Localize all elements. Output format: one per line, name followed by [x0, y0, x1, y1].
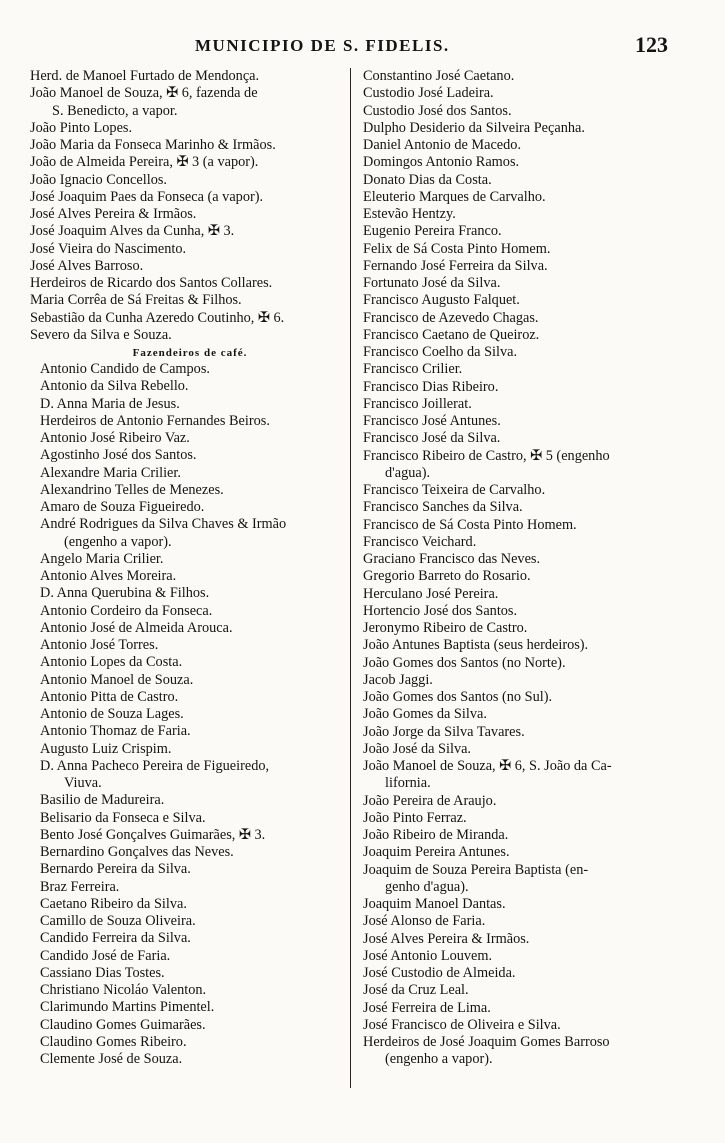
list-entry: Francisco Coelho da Silva. — [363, 344, 518, 360]
list-entry: Joaquim de Souza Pereira Baptista (en- — [363, 861, 589, 878]
list-entry: D. Anna Maria de Jesus. — [40, 395, 180, 412]
list-entry: Francisco de Sá Costa Pinto Homem. — [363, 516, 577, 533]
list-entry: Francisco José Antunes. — [363, 413, 501, 429]
list-entry: Belisario da Fonseca e Silva. — [40, 809, 206, 826]
list-entry: Francisco de Azevedo Chagas. — [363, 309, 539, 326]
list-entry: Eleuterio Marques de Carvalho. — [363, 188, 546, 205]
list-entry: José Alves Pereira & Irmãos. — [30, 206, 197, 222]
list-entry: João Manoel de Souza, ✠ 6, fazenda de — [30, 85, 258, 102]
list-entry: José Antonio Louvem. — [363, 947, 493, 964]
list-entry: Sebastião da Cunha Azeredo Coutinho, ✠ 6. — [30, 309, 285, 326]
list-entry: Candido José de Faria. — [40, 947, 171, 964]
list-entry: Gregorio Barreto do Rosario. — [363, 568, 531, 585]
list-entry: Maria Corrêa de Sá Freitas & Filhos. — [30, 292, 242, 309]
list-entry: João de Almeida Pereira, ✠ 3 (a vapor). — [30, 154, 259, 171]
list-entry: Antonio Candido de Campos. — [40, 361, 210, 377]
list-entry: Caetano Ribeiro da Silva. — [40, 895, 187, 912]
list-entry: lifornia. — [385, 775, 431, 792]
list-entry: José da Cruz Leal. — [363, 982, 469, 999]
list-entry: Claudino Gomes Guimarães. — [40, 1016, 206, 1033]
list-entry: Braz Ferreira. — [40, 878, 120, 895]
list-entry: Francisco Augusto Falquet. — [363, 292, 520, 309]
list-entry: D. Anna Querubina & Filhos. — [40, 585, 210, 602]
list-entry: D. Anna Pacheco Pereira de Figueiredo, — [40, 757, 270, 774]
list-entry: João Manoel de Souza, ✠ 6, S. João da Ca- — [363, 758, 612, 774]
list-entry: Joaquim Pereira Antunes. — [363, 844, 510, 861]
list-entry: Antonio José de Almeida Arouca. — [40, 619, 233, 636]
list-entry: Jeronymo Ribeiro de Castro. — [363, 620, 528, 636]
section-subheading: Fazendeiros de café. — [132, 347, 248, 359]
list-entry: Francisco Caetano de Queiroz. — [363, 326, 540, 343]
list-entry: Antonio de Souza Lages. — [40, 706, 184, 722]
column-divider — [350, 68, 351, 1088]
list-entry: Antonio José Ribeiro Vaz. — [40, 430, 190, 446]
list-entry: José Alves Barroso. — [30, 257, 144, 274]
list-entry: José Custodio de Almeida. — [363, 965, 516, 981]
list-entry: Camillo de Souza Oliveira. — [40, 913, 196, 929]
list-entry: Francisco José da Silva. — [363, 430, 501, 447]
list-entry: José Vieira do Nascimento. — [30, 240, 187, 257]
list-entry: João Ignacio Concellos. — [30, 171, 167, 188]
left-column — [30, 68, 350, 1068]
list-entry: João Pinto Lopes. — [30, 119, 133, 136]
list-entry: Herdeiros de José Joaquim Gomes Barroso — [363, 1034, 610, 1050]
list-entry: Felix de Sá Costa Pinto Homem. — [363, 240, 551, 257]
right-column — [355, 68, 685, 1069]
list-entry: Francisco Sanches da Silva. — [363, 499, 523, 516]
list-entry: João Gomes da Silva. — [363, 706, 487, 723]
list-entry: Joaquim Manoel Dantas. — [363, 896, 506, 912]
list-entry: José Joaquim Paes da Fonseca (a vapor). — [30, 188, 264, 205]
list-entry: José Francisco de Oliveira e Silva. — [363, 1016, 561, 1033]
list-entry: Francisco Teixeira de Carvalho. — [363, 482, 546, 498]
list-entry: Bento José Gonçalves Guimarães, ✠ 3. — [40, 826, 266, 843]
list-entry: Bernardo Pereira da Silva. — [40, 861, 191, 878]
list-entry: Herculano José Pereira. — [363, 585, 499, 602]
list-entry: Alexandre Maria Crilier. — [40, 464, 181, 481]
list-entry: Herdeiros de Ricardo dos Santos Collares. — [30, 275, 273, 291]
list-entry: João Pinto Ferraz. — [363, 809, 467, 826]
page-title: MUNICIPIO DE S. FIDELIS. — [195, 36, 450, 55]
list-entry: Constantino José Caetano. — [363, 68, 515, 84]
list-entry: Francisco Veichard. — [363, 533, 477, 550]
list-entry: Clemente José de Souza. — [40, 1051, 183, 1067]
list-entry: Basilio de Madureira. — [40, 792, 165, 809]
list-entry: José Alves Pereira & Irmãos. — [363, 930, 530, 947]
list-entry: Angelo Maria Crilier. — [40, 550, 164, 567]
list-entry: Domingos Antonio Ramos. — [363, 154, 520, 171]
list-entry: Fortunato José da Silva. — [363, 275, 501, 291]
page-header — [0, 30, 725, 60]
list-entry: João Pereira de Araujo. — [363, 792, 497, 809]
list-entry: Claudino Gomes Ribeiro. — [40, 1033, 187, 1050]
list-entry: João Jorge da Silva Tavares. — [363, 723, 525, 740]
list-entry: Dulpho Desiderio da Silveira Peçanha. — [363, 119, 585, 136]
list-entry: Clarimundo Martins Pimentel. — [40, 999, 215, 1016]
list-entry: Antonio Pitta de Castro. — [40, 688, 179, 705]
list-entry: João José da Silva. — [363, 740, 472, 757]
list-entry: Agostinho José dos Santos. — [40, 447, 197, 464]
list-entry: Antonio Manoel de Souza. — [40, 671, 194, 688]
list-entry: Antonio Cordeiro da Fonseca. — [40, 602, 213, 619]
list-entry: Francisco Ribeiro de Castro, ✠ 5 (engenho — [363, 447, 610, 464]
list-entry: S. Benedicto, a vapor. — [52, 102, 178, 119]
list-entry: João Gomes dos Santos (no Norte). — [363, 654, 566, 671]
list-entry: Herdeiros de Antonio Fernandes Beiros. — [40, 412, 270, 429]
list-entry: Antonio Alves Moreira. — [40, 568, 177, 584]
page-number: 123 — [635, 32, 668, 57]
list-entry: José Ferreira de Lima. — [363, 999, 491, 1016]
list-entry: Francisco Dias Ribeiro. — [363, 378, 499, 395]
list-entry: Cassiano Dias Tostes. — [40, 964, 165, 981]
list-entry: Amaro de Souza Figueiredo. — [40, 499, 205, 515]
list-entry: Alexandrino Telles de Menezes. — [40, 481, 224, 498]
list-entry: Estevão Hentzy. — [363, 206, 456, 222]
list-entry: José Alonso de Faria. — [363, 913, 486, 930]
list-entry: Viuva. — [64, 775, 102, 791]
list-entry: Donato Dias da Costa. — [363, 171, 492, 188]
list-entry: Antonio Thomaz de Faria. — [40, 723, 191, 740]
list-entry: Jacob Jaggi. — [363, 671, 433, 688]
list-entry: (engenho a vapor). — [385, 1051, 493, 1068]
list-entry: Herd. de Manoel Furtado de Mendonça. — [30, 68, 260, 84]
list-entry: Francisco Crilier. — [363, 361, 463, 378]
list-entry: João Ribeiro de Miranda. — [363, 827, 509, 843]
list-entry: Daniel Antonio de Macedo. — [363, 137, 522, 153]
list-entry: João Maria da Fonseca Marinho & Irmãos. — [30, 137, 276, 153]
list-entry: Augusto Luiz Crispim. — [40, 740, 172, 757]
list-entry: (engenho a vapor). — [64, 533, 172, 550]
list-entry: João Antunes Baptista (seus herdeiros). — [363, 637, 589, 654]
list-entry: Antonio da Silva Rebello. — [40, 378, 189, 395]
list-entry: Antonio Lopes da Costa. — [40, 654, 183, 671]
list-entry: Christiano Nicoláo Valenton. — [40, 982, 207, 998]
list-entry: João Gomes dos Santos (no Sul). — [363, 689, 553, 705]
list-entry: Graciano Francisco das Neves. — [363, 551, 541, 567]
list-entry: Hortencio José dos Santos. — [363, 602, 518, 619]
list-entry: André Rodrigues da Silva Chaves & Irmão — [40, 516, 287, 533]
list-entry: Francisco Joillerat. — [363, 395, 472, 412]
list-entry: Severo da Silva e Souza. — [30, 326, 172, 343]
list-entry: Antonio José Torres. — [40, 637, 159, 653]
list-entry: Fernando José Ferreira da Silva. — [363, 257, 548, 274]
list-entry: d'agua). — [385, 464, 431, 481]
list-entry: Custodio José Ladeira. — [363, 85, 494, 102]
list-entry: Bernardino Gonçalves das Neves. — [40, 844, 234, 860]
list-entry: genho d'agua). — [385, 878, 469, 895]
list-entry: Candido Ferreira da Silva. — [40, 930, 191, 947]
list-entry: Eugenio Pereira Franco. — [363, 223, 502, 240]
list-entry: José Joaquim Alves da Cunha, ✠ 3. — [30, 223, 235, 240]
list-entry: Custodio José dos Santos. — [363, 102, 512, 119]
